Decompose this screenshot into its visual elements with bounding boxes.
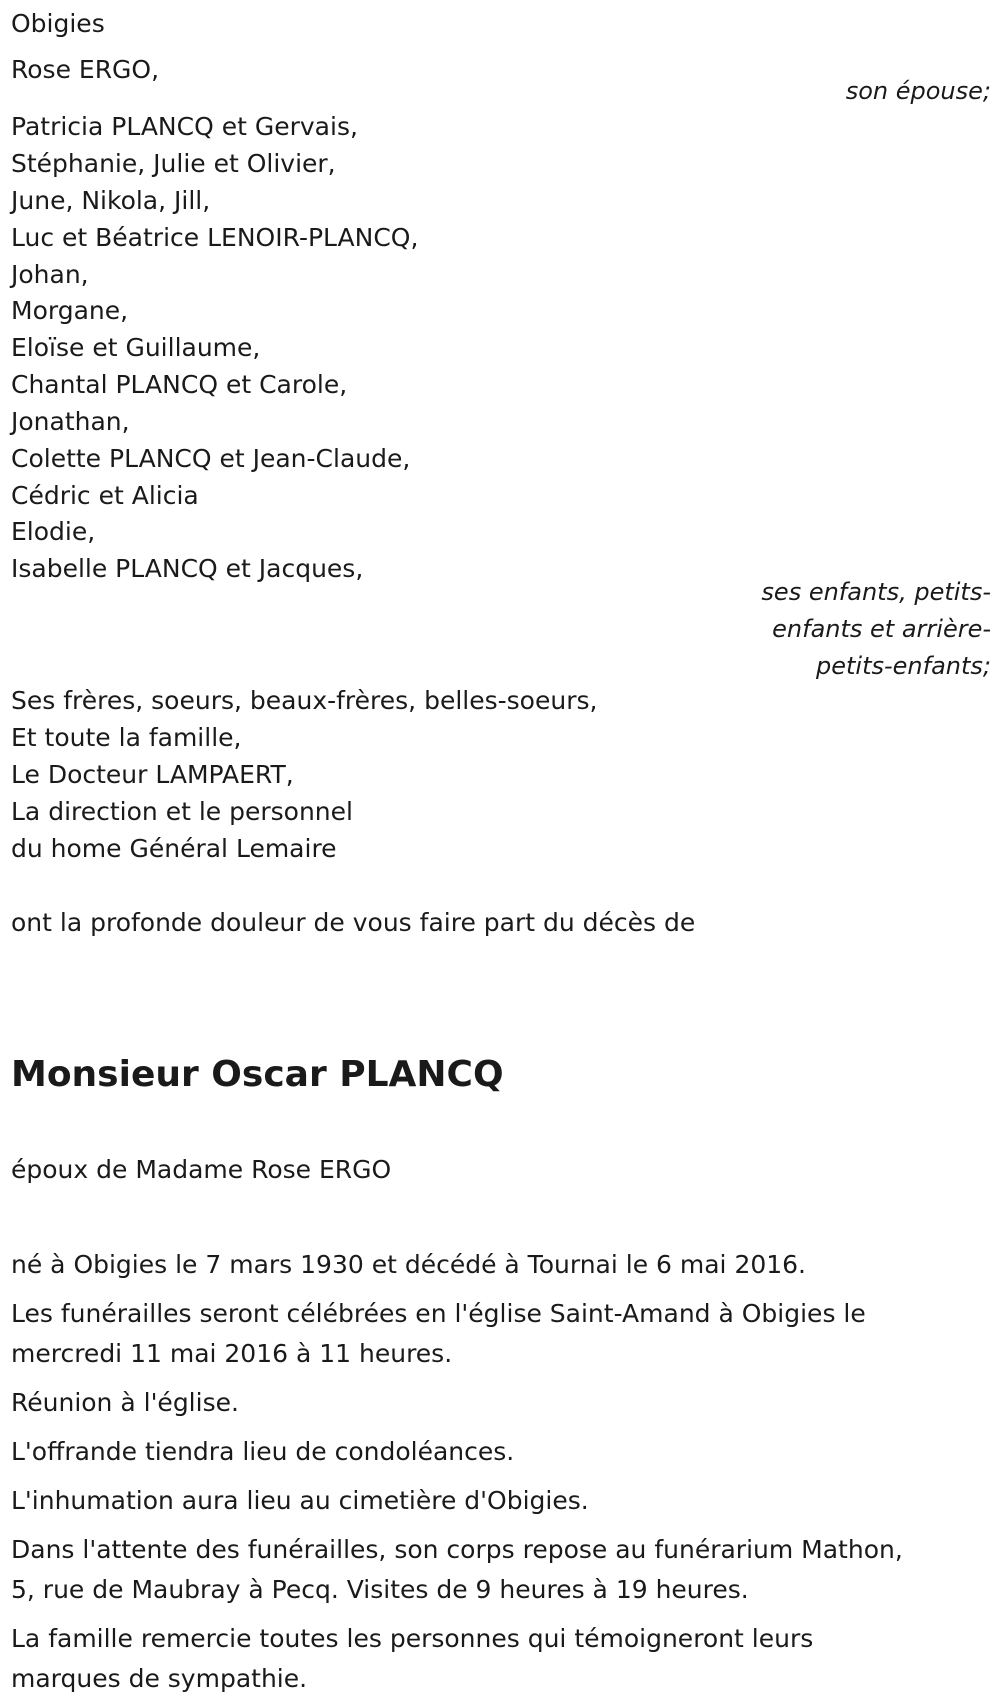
spouse-role: son épouse; [845,77,991,105]
others-line: Et toute la famille, [11,723,242,752]
family-line: Elodie, [11,517,96,546]
funeral-info-line: Les funérailles seront célébrées en l'église Saint-Amand à Obigies le [11,1299,866,1328]
family-role-line: ses enfants, petits- [761,578,991,606]
spouse-of: époux de Madame Rose ERGO [11,1155,392,1184]
meeting-info: Réunion à l'église. [11,1388,239,1417]
burial-info: L'inhumation aura lieu au cimetière d'Obigies. [11,1486,589,1515]
thanks-line: marques de sympathie. [11,1664,308,1693]
funeral-info-line: mercredi 11 mai 2016 à 11 heures. [11,1339,453,1368]
family-role-line: petits-enfants; [816,652,991,680]
repose-info-line: Dans l'attente des funérailles, son corps repose au funérarium Mathon, [11,1535,903,1564]
others-line: Ses frères, soeurs, beaux-frères, belles-soeurs, [11,686,598,715]
family-role-line: enfants et arrière- [772,615,991,643]
family-line: Cédric et Alicia [11,481,199,510]
family-line: Johan, [11,260,89,289]
birth-death: né à Obigies le 7 mars 1930 et décédé à Tournai le 6 mai 2016. [11,1250,807,1279]
others-line: La direction et le personnel [11,797,353,826]
family-line: Luc et Béatrice LENOIR-PLANCQ, [11,223,419,252]
others-line: du home Général Lemaire [11,834,337,863]
family-line: Eloïse et Guillaume, [11,333,261,362]
repose-info-line: 5, rue de Maubray à Pecq. Visites de 9 heures à 19 heures. [11,1575,749,1604]
thanks-line: La famille remercie toutes les personnes qui témoigneront leurs [11,1624,814,1653]
family-line: Isabelle PLANCQ et Jacques, [11,554,364,583]
spouse-name: Rose ERGO, [11,55,160,84]
family-line: Colette PLANCQ et Jean-Claude, [11,444,411,473]
family-line: Chantal PLANCQ et Carole, [11,370,348,399]
family-line: Patricia PLANCQ et Gervais, [11,112,358,141]
deceased-name: Monsieur Oscar PLANCQ [11,1054,504,1095]
family-line: Stéphanie, Julie et Olivier, [11,149,336,178]
announcement: ont la profonde douleur de vous faire part du décès de [11,908,696,937]
place-name: Obigies [11,9,105,38]
family-line: Jonathan, [11,407,130,436]
others-line: Le Docteur LAMPAERT, [11,760,294,789]
family-line: June, Nikola, Jill, [11,186,211,215]
offering-info: L'offrande tiendra lieu de condoléances. [11,1437,515,1466]
family-line: Morgane, [11,296,129,325]
